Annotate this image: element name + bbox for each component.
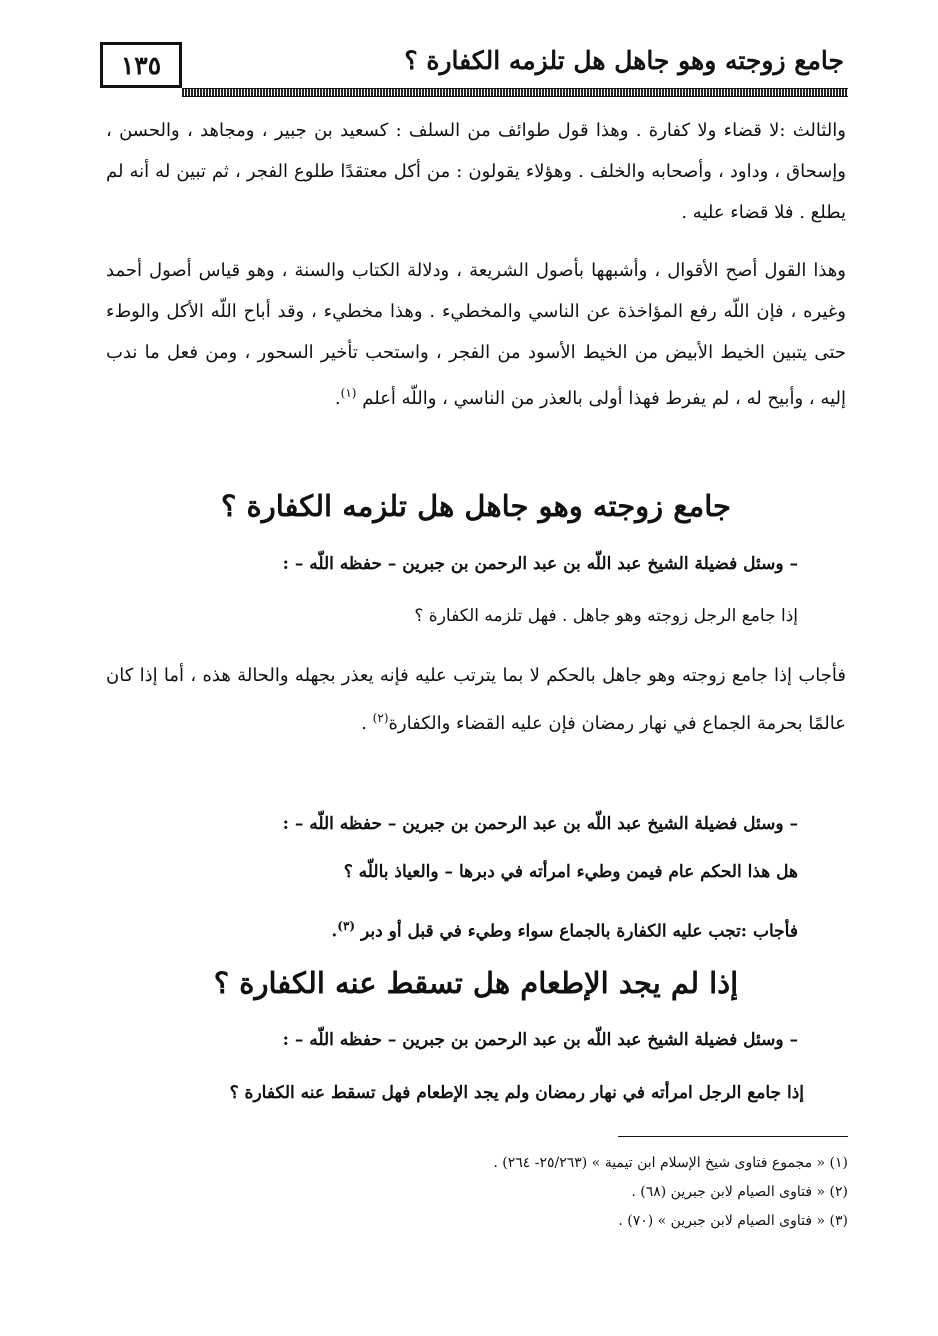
asker-line-2: – وسئل فضيلة الشيخ عبد اللّه بن عبد الرحمن بن جبرين – حفظه اللّه – : bbox=[282, 814, 798, 834]
footnote-1: (١) « مجموع فتاوى شيخ الإسلام ابن تيمية » (٢٥/٢٦٣- ٢٦٤) . bbox=[493, 1155, 848, 1171]
asker-line-3: – وسئل فضيلة الشيخ عبد اللّه بن عبد الرحمن بن جبرين – حفظه اللّه – : bbox=[282, 1030, 798, 1050]
paragraph-third-opinion: والثالث :لا قضاء ولا كفارة . وهذا قول طوائف من السلف : كسعيد بن جبير ، ومجاهد ، والحسن ، وإسحاق ، وداود ، وأصحابه والخلف . وهؤلاء يقولون : من أكل معتقدًا طلوع الفجر ، ثم تبين له أنه لم يطلع . فلا قضاء عليه . bbox=[106, 120, 846, 223]
footnote-ref-3: (٣) bbox=[337, 919, 356, 933]
footnote-ref-2: (٢) bbox=[372, 711, 389, 725]
paragraph-end: . bbox=[334, 388, 341, 409]
paragraph-text: وهذا القول أصح الأقوال ، وأشبهها بأصول الشريعة ، ودلالة الكتاب والسنة ، وهو قياس أصول أحمد وغيره ، فإن اللّه رفع المؤاخذة عن الناسي والمخطيء . وهذا مخطيء ، وقد أباح اللّه الأكل والوطء حتى يتبين الخيط الأبيض من الخيط الأسود من الفجر ، واستحب تأخير السحور ، ومن فعل ما ندب إليه ، وأبيح له ، لم يفرط فهذا أولى بالعذر من الناسي ، واللّه أعلم bbox=[106, 260, 846, 409]
section-heading-ignorant-intercourse: جامع زوجته وهو جاهل هل تلزمه الكفارة ؟ bbox=[221, 489, 731, 523]
page-number: ١٣٥ bbox=[100, 42, 182, 88]
footnote-2: (٢) « فتاوى الصيام لابن جبرين (٦٨) . bbox=[631, 1184, 848, 1200]
section-heading-no-feeding: إذا لم يجد الإطعام هل تسقط عنه الكفارة ؟ bbox=[213, 966, 739, 1000]
answer-end: . bbox=[361, 713, 373, 734]
footnote-separator bbox=[618, 1136, 848, 1137]
answer2-end: . bbox=[331, 921, 338, 942]
question-line-3: إذا جامع الرجل امرأته في نهار رمضان ولم يجد الإطعام فهل تسقط عنه الكفارة ؟ bbox=[229, 1083, 804, 1103]
header-rule bbox=[182, 88, 848, 97]
footnote-ref-1: (١) bbox=[340, 386, 357, 400]
answer-text: فأجاب إذا جامع زوجته وهو جاهل بالحكم لا بما يترتب عليه فإنه يعذر بجهله والحالة هذه ، أما إذا كان عالمًا بحرمة الجماع في نهار رمضان فإن عليه القضاء والكفارة bbox=[106, 665, 846, 734]
asker-line: – وسئل فضيلة الشيخ عبد اللّه بن عبد الرحمن بن جبرين – حفظه اللّه – : bbox=[282, 554, 798, 574]
running-title: جامع زوجته وهو جاهل هل تلزمه الكفارة ؟ bbox=[404, 46, 844, 75]
answer-line-2 bbox=[178, 910, 798, 948]
answer-paragraph bbox=[106, 655, 846, 745]
question-line: إذا جامع الرجل زوجته وهو جاهل . فهل تلزمه الكفارة ؟ bbox=[414, 606, 798, 626]
answer2-text: فأجاب :تجب عليه الكفارة بالجماع سواء وطيء في قبل أو دبر bbox=[361, 921, 798, 942]
question-line-2: هل هذا الحكم عام فيمن وطيء امرأته في دبرها – والعياذ باللّه ؟ bbox=[343, 862, 798, 882]
footnotes bbox=[108, 1149, 848, 1236]
paragraph-best-opinion bbox=[106, 250, 846, 419]
page-header bbox=[100, 40, 848, 96]
footnote-3: (٣) « فتاوى الصيام لابن جبرين » (٧٠) . bbox=[618, 1213, 848, 1229]
